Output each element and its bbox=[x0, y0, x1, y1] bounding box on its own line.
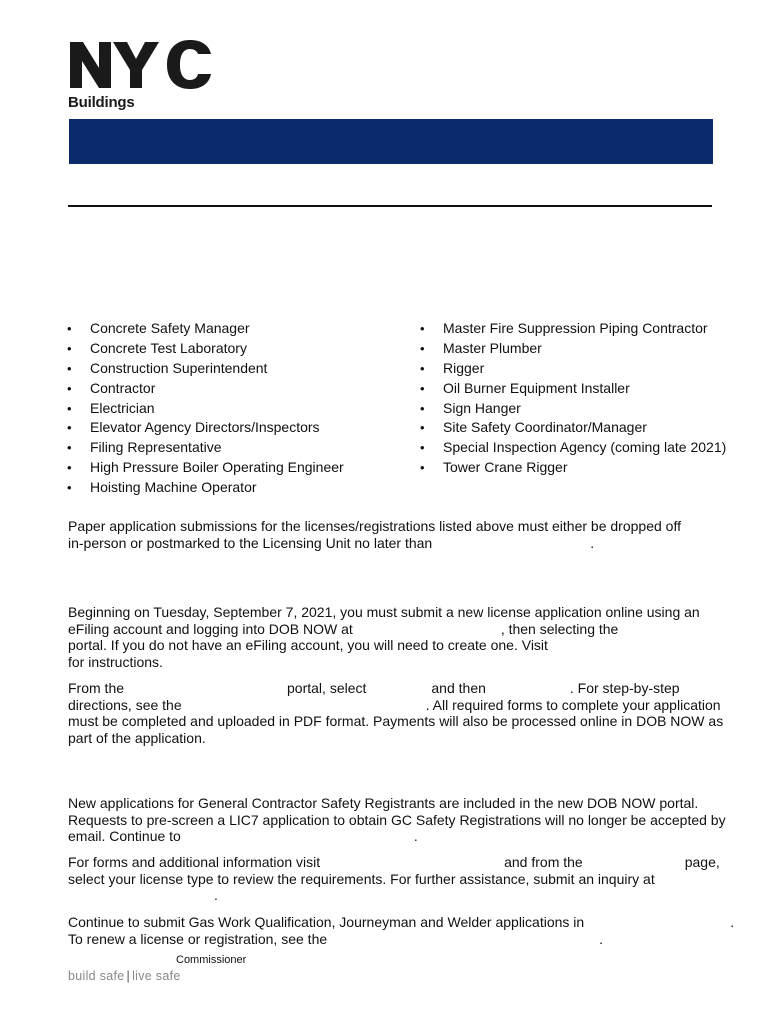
text-span: . For step-by-step bbox=[569, 680, 680, 696]
text-span: . bbox=[413, 828, 418, 844]
text-span: . bbox=[730, 914, 735, 930]
text-span: , then selecting the bbox=[500, 620, 619, 637]
text-span: To renew a license or registration, see the bbox=[68, 930, 328, 947]
text-line bbox=[68, 696, 721, 714]
text-line: Requests to pre-screen a LIC7 application to obtain GC Safety Registrations will no longer be accepted by bbox=[68, 811, 726, 828]
text-line bbox=[68, 828, 718, 845]
title-banner bbox=[69, 119, 713, 164]
logo-subtitle: Buildings bbox=[68, 94, 135, 111]
paragraph-online-application bbox=[68, 604, 718, 670]
text-span: email. Continue to bbox=[68, 828, 181, 844]
text-span: . All required forms to complete your application bbox=[425, 696, 721, 713]
text-span: directions, see the bbox=[68, 696, 182, 713]
license-list-left bbox=[67, 319, 344, 498]
header-divider bbox=[68, 205, 712, 207]
list-item: • Sign Hanger bbox=[420, 399, 726, 419]
text-span: page, bbox=[684, 854, 720, 870]
nyc-logo-mark bbox=[68, 40, 213, 90]
list-item: • Electrician bbox=[67, 399, 344, 419]
text-line: part of the application. bbox=[68, 729, 206, 746]
text-span: . bbox=[214, 887, 218, 903]
paragraph-portal-directions bbox=[68, 680, 724, 746]
text-span: eFiling account and logging into DOB NOW at bbox=[68, 620, 353, 637]
tagline-right: live safe bbox=[132, 969, 181, 983]
list-item: • Rigger bbox=[420, 359, 726, 379]
text-line bbox=[68, 854, 718, 871]
text-span: . bbox=[590, 534, 595, 551]
list-item: • High Pressure Boiler Operating Engineer bbox=[67, 458, 344, 478]
text-line: must be completed and uploaded in PDF format. Payments will also be processed online in DOB NOW as bbox=[68, 713, 724, 729]
footer-tagline bbox=[68, 969, 181, 983]
paragraph-gas-work bbox=[68, 914, 735, 947]
text-line bbox=[68, 931, 718, 948]
text-span: Continue to submit Gas Work Qualification, Journeyman and Welder applications in bbox=[68, 914, 585, 930]
list-item: • Contractor bbox=[67, 379, 344, 399]
tagline-separator: | bbox=[126, 969, 131, 983]
paragraph-forms-info bbox=[68, 854, 718, 904]
paragraph-paper-submissions bbox=[68, 518, 718, 551]
list-item: • Hoisting Machine Operator bbox=[67, 478, 344, 498]
list-item: • Tower Crane Rigger bbox=[420, 458, 726, 478]
text-span: and from the bbox=[504, 854, 583, 870]
list-item: • Special Inspection Agency (coming late 2021) bbox=[420, 438, 726, 458]
text-line: New applications for General Contractor Safety Registrants are included in the new DOB NOW portal. bbox=[68, 795, 699, 811]
list-item: • Oil Burner Equipment Installer bbox=[420, 379, 726, 399]
text-line: Beginning on Tuesday, September 7, 2021, you must submit a new license application online using an bbox=[68, 604, 700, 620]
license-list-right bbox=[420, 319, 726, 478]
text-line bbox=[68, 914, 735, 931]
paragraph-gc-safety bbox=[68, 795, 726, 845]
text-span: For forms and additional information visit bbox=[68, 854, 321, 870]
tagline-left: build safe bbox=[68, 969, 125, 983]
list-item: • Filing Representative bbox=[67, 438, 344, 458]
list-item: • Master Plumber bbox=[420, 339, 726, 359]
text-span: From the bbox=[68, 680, 125, 696]
text-span: . bbox=[599, 930, 604, 947]
list-item: • Elevator Agency Directors/Inspectors bbox=[67, 418, 344, 438]
text-line bbox=[68, 535, 718, 552]
text-span: portal, select bbox=[287, 680, 367, 696]
text-line: for instructions. bbox=[68, 653, 163, 670]
signature-title: Commissioner bbox=[176, 954, 247, 966]
text-line bbox=[68, 887, 718, 904]
list-item: • Concrete Test Laboratory bbox=[67, 339, 344, 359]
text-span: and then bbox=[431, 680, 486, 696]
list-item: • Site Safety Coordinator/Manager bbox=[420, 418, 726, 438]
text-line: portal. If you do not have an eFiling account, you will need to create one. Visit bbox=[68, 637, 548, 653]
text-line: Paper application submissions for the licenses/registrations listed above must either be dropped off bbox=[68, 518, 681, 534]
text-line: select your license type to review the requirements. For further assistance, submit an inquiry at bbox=[68, 870, 655, 887]
text-span: in-person or postmarked to the Licensing Unit no later than bbox=[68, 534, 433, 551]
list-item: • Construction Superintendent bbox=[67, 359, 344, 379]
list-item: • Concrete Safety Manager bbox=[67, 319, 344, 339]
list-item: • Master Fire Suppression Piping Contractor bbox=[420, 319, 726, 339]
nyc-buildings-logo bbox=[68, 40, 213, 111]
text-line bbox=[68, 621, 718, 638]
text-line bbox=[68, 680, 718, 697]
